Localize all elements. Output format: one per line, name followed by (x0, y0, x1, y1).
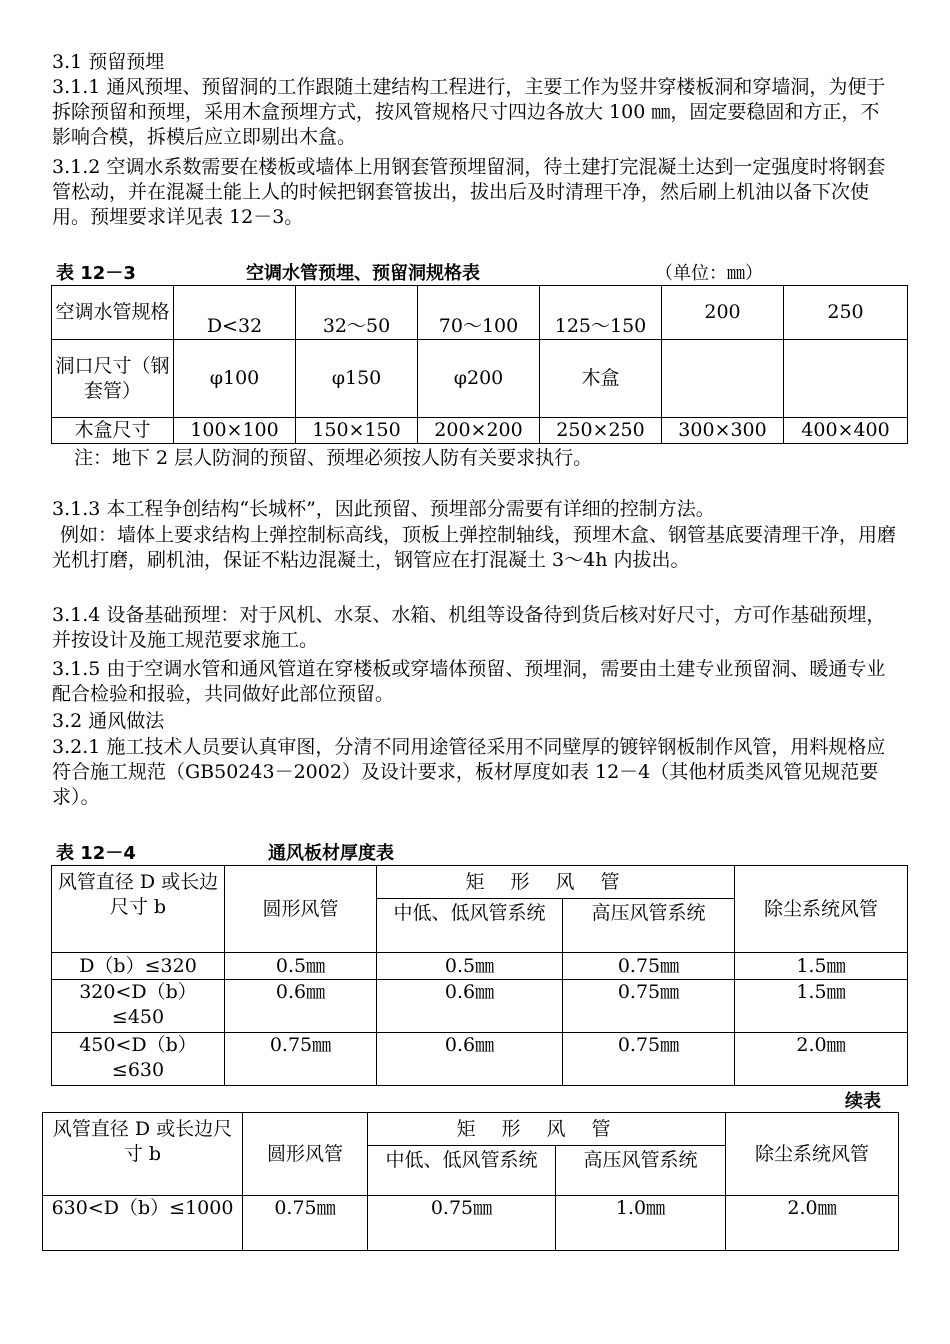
table-1-cell (662, 340, 784, 418)
table-cell: 1.5㎜ (735, 980, 908, 1033)
table-1-cell (784, 340, 908, 418)
table-3-header-round: 圆形风管 (243, 1113, 368, 1196)
table-1-cell: 250 (784, 286, 908, 340)
table-2-number: 表 12－4 (56, 843, 136, 864)
table-cell: D（b）≤320 (52, 953, 225, 980)
table-1-cell: 洞口尺寸（钢套管） (52, 340, 174, 418)
table-cell: 0.75㎜ (368, 1196, 556, 1251)
table-cell: 0.6㎜ (377, 980, 563, 1033)
table-1-cell: 250×250 (540, 418, 662, 444)
table-cell: 0.6㎜ (377, 1033, 563, 1086)
table-row (52, 980, 908, 1033)
table-3-header-high: 高压风管系统 (556, 1146, 726, 1196)
paragraph-example: 例如：墙体上要求结构上弹控制标高线，顶板上弹控制轴线，预埋木盒、钢管基底要清理干净，用磨光机打磨，刷机油，保证不粘边混凝土，钢管应在打混凝土 3～4h 内拔出。 (52, 524, 897, 571)
paragraph-3-1-2: 3.1.2 空调水系数需要在楼板或墙体上用钢套管预埋留洞，待土建打完混凝土达到一定强度时将钢套管松动，并在混凝土能上人的时候把钢套管拔出，拔出后及时清理干净，然后刷上机油以备下次使用。预埋要求详见表 12－3。 (52, 156, 886, 228)
table-1-cell: φ150 (296, 340, 418, 418)
table-3-header-size: 风管直径 D 或长边尺寸 b (43, 1113, 243, 1196)
table-1-cell: 32～50 (296, 286, 418, 340)
table-cell: 0.6㎜ (225, 980, 377, 1033)
table-3-header-row (43, 1113, 899, 1146)
table-1-unit: （单位：㎜） (655, 263, 763, 284)
paragraph-3-1-3: 3.1.3 本工程争创结构“长城杯”，因此预留、预埋部分需要有详细的控制方法。 (52, 498, 715, 520)
table-cell: 0.5㎜ (377, 953, 563, 980)
table-cell: 1.0㎜ (556, 1196, 726, 1251)
table-1-cell: 100×100 (174, 418, 296, 444)
table-1-cell: 空调水管规格 (52, 286, 174, 340)
table-cell: 630<D（b）≤1000 (43, 1196, 243, 1251)
section-heading-3-1: 3.1 预留预埋 (52, 51, 165, 73)
table-cell: 2.0㎜ (726, 1196, 899, 1251)
table-cell: 320<D（b）≤450 (52, 980, 225, 1033)
table-cell: 0.5㎜ (225, 953, 377, 980)
table-2-header-round: 圆形风管 (225, 866, 377, 953)
table-cell: 450<D（b）≤630 (52, 1033, 225, 1086)
table-1-cell: φ200 (418, 340, 540, 418)
table-sheet-thickness (51, 865, 908, 1086)
table-cell: 0.75㎜ (563, 1033, 735, 1086)
table-2-header-size: 风管直径 D 或长边尺寸 b (52, 866, 225, 953)
table-sheet-thickness-continued (42, 1112, 899, 1251)
table-row (43, 1196, 899, 1251)
table-1-cell: D<32 (174, 286, 296, 340)
paragraph-3-1-5: 3.1.5 由于空调水管和通风管道在穿楼板或穿墙体预留、预埋洞，需要由土建专业预留洞、暖通专业配合检验和报验，共同做好此部位预留。 (52, 658, 886, 705)
table-2-header-row (52, 866, 908, 899)
table-row (52, 953, 908, 980)
table-cell: 0.75㎜ (225, 1033, 377, 1086)
table-2-header-dust: 除尘系统风管 (735, 866, 908, 953)
table-1-cell: 300×300 (662, 418, 784, 444)
table-1-cell: 70～100 (418, 286, 540, 340)
table-1-cell: 木盒尺寸 (52, 418, 174, 444)
paragraph-3-2-1: 3.2.1 施工技术人员要认真审图，分清不同用途管径采用不同壁厚的镀锌钢板制作风管，用料规格应符合施工规范（GB50243－2002）及设计要求，板材厚度如表 12－4（其他材质类风管见规范要求）。 (52, 736, 886, 808)
table-1-note: 注：地下 2 层人防洞的预留、预埋必须按人防有关要求执行。 (74, 447, 593, 469)
table-1-title: 空调水管预埋、预留洞规格表 (246, 263, 480, 284)
paragraph-3-1-1: 3.1.1 通风预埋、预留洞的工作跟随土建结构工程进行，主要工作为竖井穿楼板洞和穿墙洞，为便于拆除预留和预埋，采用木盒预埋方式，按风管规格尺寸四边各放大 100 ㎜，固定要稳固和方正，不影响合模，拆模后应立即剔出木盒。 (52, 76, 886, 148)
table-1-cell: 木盒 (540, 340, 662, 418)
table-1-row (52, 340, 908, 418)
table-1-row (52, 418, 908, 444)
continued-label: 续表 (845, 1091, 881, 1112)
table-1-cell: 200 (662, 286, 784, 340)
table-cell: 2.0㎜ (735, 1033, 908, 1086)
table-3-header-dust: 除尘系统风管 (726, 1113, 899, 1196)
table-3-header-low: 中低、低风管系统 (368, 1146, 556, 1196)
table-cell: 0.75㎜ (243, 1196, 368, 1251)
table-cell: 0.75㎜ (563, 980, 735, 1033)
table-1-cell: 150×150 (296, 418, 418, 444)
section-heading-3-2: 3.2 通风做法 (52, 710, 165, 732)
table-1-number: 表 12－3 (56, 263, 136, 284)
paragraph-3-1-4: 3.1.4 设备基础预埋：对于风机、水泵、水箱、机组等设备待到货后核对好尺寸，方可作基础预埋，并按设计及施工规范要求施工。 (52, 604, 886, 651)
table-3-header-rect: 矩形风管 (368, 1113, 726, 1146)
table-1-cell: 400×400 (784, 418, 908, 444)
table-2-header-rect: 矩形风管 (377, 866, 735, 899)
table-cell: 0.75㎜ (563, 953, 735, 980)
table-row (52, 1033, 908, 1086)
table-1-cell: 125～150 (540, 286, 662, 340)
table-1-cell: 200×200 (418, 418, 540, 444)
table-cell: 1.5㎜ (735, 953, 908, 980)
table-2-header-low: 中低、低风管系统 (377, 899, 563, 953)
table-2-header-high: 高压风管系统 (563, 899, 735, 953)
table-1-row (52, 286, 908, 340)
table-1-cell: φ100 (174, 340, 296, 418)
table-2-title: 通风板材厚度表 (268, 843, 394, 864)
table-duct-embedding (51, 285, 908, 444)
